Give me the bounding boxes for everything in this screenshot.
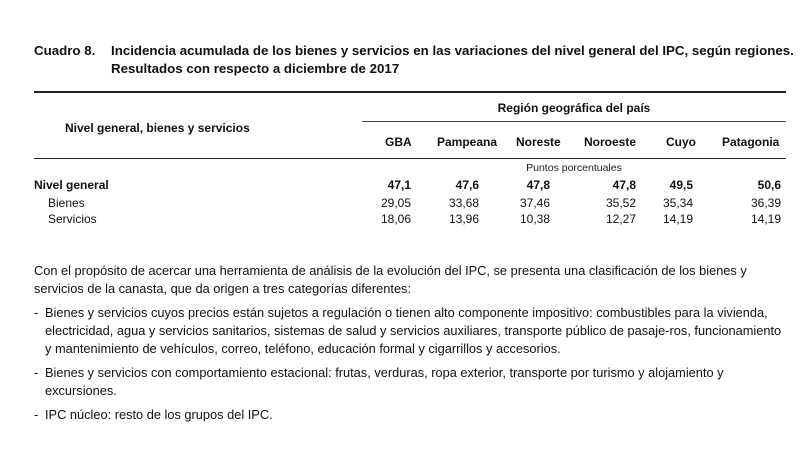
bullet-dash: - [34, 407, 39, 422]
table-cell: 36,39 [750, 196, 781, 210]
table-cell: 14,19 [662, 212, 693, 226]
table-row [0, 196, 800, 212]
column-header-noroeste: Noroeste [584, 135, 637, 149]
spanner-rule [362, 121, 786, 122]
row-label: Bienes [48, 196, 85, 210]
bullet-dash: - [34, 365, 39, 380]
table-top-rule [34, 91, 786, 93]
list-item-text: Bienes y servicios cuyos precios están sujetos a regulación o tienen alto componente impositivo: combustibles para la vivienda, electricidad, agua y servicios sanitarios, sistemas de salud y servicios auxiliares, transporte público de pasaje-ros, funcionamiento y mantenimiento de vehículos, correo, teléfono, educación formal y cigarrillos y accesorios. [45, 305, 782, 356]
row-label: Servicios [48, 212, 97, 226]
region-spanner-header: Región geográfica del país [497, 101, 651, 115]
bullet-dash: - [34, 305, 39, 320]
table-cell: 33,68 [448, 196, 479, 210]
table-cell: 35,34 [662, 196, 693, 210]
column-header-cuyo: Cuyo [666, 135, 696, 149]
table-cell: 49,5 [669, 178, 693, 192]
table-cell: 37,46 [519, 196, 550, 210]
table-cell: 50,6 [757, 178, 781, 192]
column-header-noreste: Noreste [516, 135, 561, 149]
table-cell: 47,8 [526, 178, 550, 192]
table-cell: 29,05 [380, 196, 411, 210]
table-cell: 18,06 [380, 212, 411, 226]
unit-label: Puntos porcentuales [526, 162, 622, 174]
header-bottom-rule [34, 158, 786, 159]
table-row [0, 212, 800, 228]
intro-paragraph: Con el propósito de acercar una herramienta de análisis de la evolución del IPC, se presenta una clasificación de los bienes y servicios de la canasta, que da origen a tres categorías diferentes: [34, 263, 747, 296]
table-cell: 13,96 [448, 212, 479, 226]
table-cell: 47,6 [455, 178, 479, 192]
column-header-gba: GBA [385, 135, 412, 149]
caption-label: Cuadro 8. [34, 43, 96, 58]
row-label: Nivel general [34, 178, 109, 192]
table-cell: 35,52 [605, 196, 636, 210]
table-cell: 12,27 [605, 212, 636, 226]
stub-header: Nivel general, bienes y servicios [65, 121, 250, 135]
list-item-text: Bienes y servicios con comportamiento estacional: frutas, verduras, ropa exterior, transporte por turismo y alojamiento y excursiones. [45, 365, 724, 398]
caption-text: Incidencia acumulada de los bienes y servicios en las variaciones del nivel general del IPC, según regiones. Resultados con respecto a diciembre de 2017 [111, 43, 794, 76]
table-cell: 47,1 [387, 178, 411, 192]
table-cell: 47,8 [612, 178, 636, 192]
table-cell: 10,38 [519, 212, 550, 226]
column-header-pampeana: Pampeana [437, 135, 498, 149]
list-item-text: IPC núcleo: resto de los grupos del IPC. [45, 407, 273, 422]
table-cell: 14,19 [750, 212, 781, 226]
table-row [0, 178, 800, 194]
column-header-patagonia: Patagonia [722, 135, 780, 149]
